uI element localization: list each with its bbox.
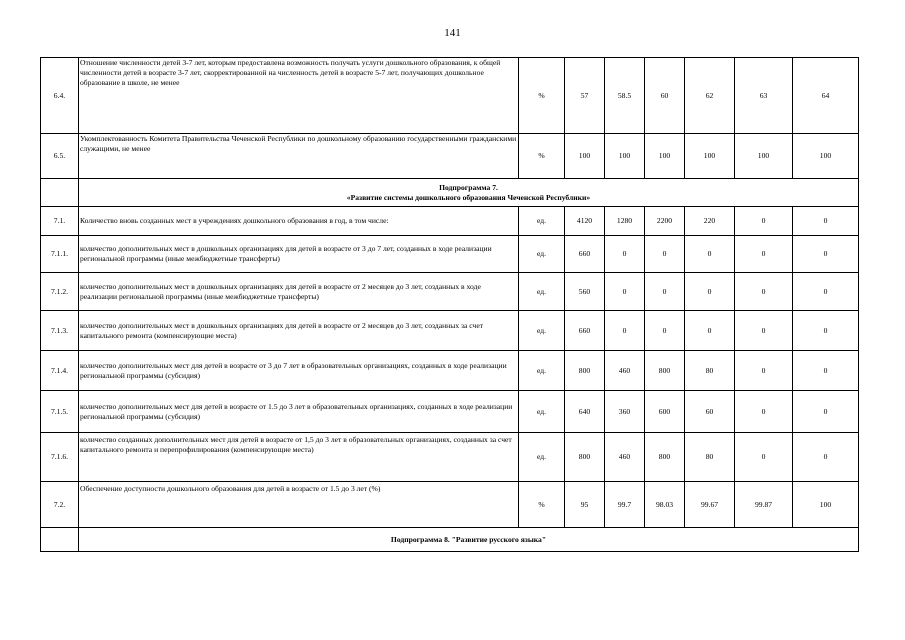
value-cell: 0 — [793, 311, 859, 351]
value-cell: 0 — [735, 433, 793, 482]
value-cell: 99.7 — [605, 482, 645, 528]
value-cell: 64 — [793, 58, 859, 134]
value-cell: 2200 — [645, 207, 685, 236]
value-cell: 0 — [685, 236, 735, 273]
value-cell: 560 — [565, 273, 605, 311]
indicator-name: количество дополнительных мест в дошкольных организациях для детей в возрасте от 2 месяцев до 3 лет, созданных за счет капитального ремонта (компенсирующие места) — [79, 311, 519, 351]
value-cell: 58.5 — [605, 58, 645, 134]
row-number: 7.1.5. — [41, 391, 79, 433]
value-cell: 95 — [565, 482, 605, 528]
value-cell: 0 — [735, 391, 793, 433]
indicator-name: количество дополнительных мест для детей в возрасте от 3 до 7 лет в образовательных организациях, созданных в ходе реализации региональной программы (субсидия) — [79, 351, 519, 391]
value-cell: 640 — [565, 391, 605, 433]
value-cell: 220 — [685, 207, 735, 236]
value-cell: 0 — [735, 311, 793, 351]
value-cell: 800 — [565, 433, 605, 482]
subprogram-8-header-row — [41, 528, 859, 552]
value-cell: 99.67 — [685, 482, 735, 528]
subprogram-7-line2: «Развитие системы дошкольного образования Чеченской Республики» — [346, 192, 591, 202]
value-cell: 0 — [645, 273, 685, 311]
unit-cell: ед. — [519, 433, 565, 482]
table-row — [41, 207, 859, 236]
value-cell: 100 — [605, 134, 645, 179]
indicator-name: Обеспечение доступности дошкольного образования для детей в возрасте от 1.5 до 3 лет (%) — [79, 482, 519, 528]
value-cell: 660 — [565, 236, 605, 273]
value-cell: 0 — [605, 273, 645, 311]
table-row — [41, 236, 859, 273]
table-row — [41, 391, 859, 433]
table-row — [41, 433, 859, 482]
subprogram-8-title: Подпрограмма 8. "Развитие русского языка" — [79, 528, 859, 552]
value-cell: 0 — [735, 207, 793, 236]
subprogram-7-header-row — [41, 179, 859, 207]
table-row — [41, 273, 859, 311]
value-cell: 98.03 — [645, 482, 685, 528]
page-number: 141 — [444, 27, 461, 39]
value-cell: 80 — [685, 351, 735, 391]
empty-cell — [41, 179, 79, 207]
empty-cell — [41, 528, 79, 552]
indicator-name: Количество вновь созданных мест в учреждениях дошкольного образования в год, в том числе: — [79, 207, 519, 236]
row-number: 7.1. — [41, 207, 79, 236]
value-cell: 60 — [685, 391, 735, 433]
row-number: 7.1.1. — [41, 236, 79, 273]
value-cell: 360 — [605, 391, 645, 433]
row-number: 7.1.3. — [41, 311, 79, 351]
indicators-table — [40, 57, 859, 552]
value-cell: 0 — [735, 351, 793, 391]
value-cell: 1280 — [605, 207, 645, 236]
value-cell: 63 — [735, 58, 793, 134]
indicator-name: количество дополнительных мест в дошкольных организациях для детей в возрасте от 3 до 7 лет, созданных в ходе реализации региональной программы (иные межбюджетные трансферты) — [79, 236, 519, 273]
value-cell: 0 — [793, 351, 859, 391]
value-cell: 0 — [793, 207, 859, 236]
indicator-name: количество дополнительных мест для детей в возрасте от 1.5 до 3 лет в образовательных организациях, созданных в ходе реализации региональной программы (субсидия) — [79, 391, 519, 433]
unit-cell: ед. — [519, 236, 565, 273]
value-cell: 460 — [605, 433, 645, 482]
row-number: 7.1.2. — [41, 273, 79, 311]
row-number: 7.1.4. — [41, 351, 79, 391]
unit-cell: ед. — [519, 391, 565, 433]
table-row — [41, 482, 859, 528]
value-cell: 800 — [645, 351, 685, 391]
value-cell: 100 — [735, 134, 793, 179]
table-row — [41, 134, 859, 179]
value-cell: 660 — [565, 311, 605, 351]
row-number: 7.1.6. — [41, 433, 79, 482]
unit-cell: % — [519, 58, 565, 134]
value-cell: 99.87 — [735, 482, 793, 528]
row-number: 7.2. — [41, 482, 79, 528]
unit-cell: ед. — [519, 351, 565, 391]
subprogram-7-title — [79, 179, 859, 207]
value-cell: 0 — [645, 311, 685, 351]
value-cell: 0 — [793, 273, 859, 311]
value-cell: 62 — [685, 58, 735, 134]
value-cell: 0 — [605, 311, 645, 351]
value-cell: 100 — [793, 482, 859, 528]
value-cell: 100 — [685, 134, 735, 179]
value-cell: 0 — [685, 311, 735, 351]
indicator-name: Отношение численности детей 3-7 лет, которым предоставлена возможность получать услуги дошкольного образования, к общей численности детей в возрасте 3-7 лет, скорректированной на численность детей в возрасте 5-7 лет, получающих дошкольное образование в школе, не менее — [79, 58, 519, 134]
row-number: 6.4. — [41, 58, 79, 134]
value-cell: 0 — [645, 236, 685, 273]
value-cell: 0 — [735, 236, 793, 273]
value-cell: 800 — [565, 351, 605, 391]
indicator-name: количество созданных дополнительных мест для детей в возрасте от 1,5 до 3 лет в образовательных организациях, созданных за счет капитального ремонта и перепрофилирования (компенсирующие места) — [79, 433, 519, 482]
unit-cell: % — [519, 482, 565, 528]
value-cell: 600 — [645, 391, 685, 433]
value-cell: 0 — [735, 273, 793, 311]
table-row — [41, 311, 859, 351]
unit-cell: ед. — [519, 207, 565, 236]
unit-cell: % — [519, 134, 565, 179]
value-cell: 4120 — [565, 207, 605, 236]
value-cell: 57 — [565, 58, 605, 134]
unit-cell: ед. — [519, 273, 565, 311]
indicator-name: количество дополнительных мест в дошкольных организациях для детей в возрасте от 2 месяцев до 3 лет, созданных в ходе реализации региональной программы (иные межбюджетные трансферты) — [79, 273, 519, 311]
indicator-name: Укомплектованность Комитета Правительства Чеченской Республики по дошкольному образованию государственными гражданскими служащими, не менее — [79, 134, 519, 179]
value-cell: 0 — [793, 391, 859, 433]
row-number: 6.5. — [41, 134, 79, 179]
value-cell: 800 — [645, 433, 685, 482]
value-cell: 100 — [565, 134, 605, 179]
unit-cell: ед. — [519, 311, 565, 351]
table-row — [41, 58, 859, 134]
value-cell: 100 — [793, 134, 859, 179]
value-cell: 80 — [685, 433, 735, 482]
value-cell: 460 — [605, 351, 645, 391]
subprogram-7-line1: Подпрограмма 7. — [439, 182, 498, 192]
value-cell: 0 — [793, 236, 859, 273]
value-cell: 100 — [645, 134, 685, 179]
value-cell: 0 — [605, 236, 645, 273]
table-row — [41, 351, 859, 391]
value-cell: 60 — [645, 58, 685, 134]
value-cell: 0 — [793, 433, 859, 482]
value-cell: 0 — [685, 273, 735, 311]
